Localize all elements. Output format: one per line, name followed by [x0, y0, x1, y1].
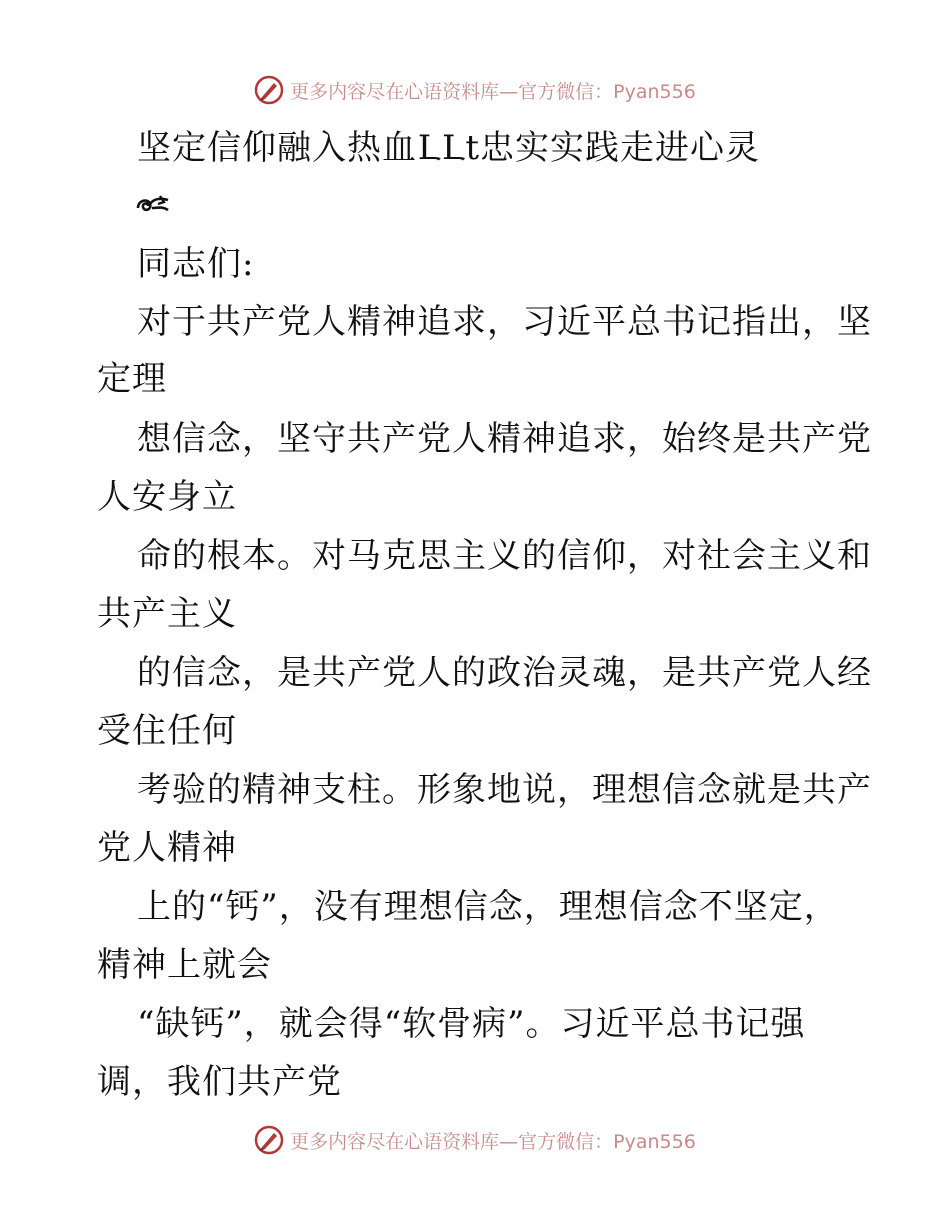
paragraph-line: 人安身立 [97, 477, 237, 517]
pen-logo-icon [254, 1125, 284, 1155]
paragraph-line: 考验的精神支柱。形象地说，理想信念就是共产 [137, 770, 872, 810]
paragraph-line: 对于共产党人精神追求，习近平总书记指出，坚 [137, 302, 872, 342]
watermark-text: 更多内容尽在心语资料库—官方微信：Pyan556 [290, 1130, 696, 1153]
pen-logo-icon [254, 75, 284, 105]
watermark-text: 更多内容尽在心语资料库—官方微信：Pyan556 [290, 80, 696, 103]
paragraph-line: 党人精神 [97, 828, 237, 868]
document-title: 坚定信仰融入热血ԼԼt忠实实践走进心灵 [137, 128, 761, 168]
salutation: 同志们: [137, 244, 255, 284]
header-watermark [0, 72, 950, 108]
paragraph-line: 想信念，坚守共产党人精神追求，始终是共产党 [137, 419, 872, 459]
paragraph-line: 定理 [97, 359, 167, 399]
paragraph-line: “缺钙”，就会得“软骨病”。习近平总书记强 [137, 1004, 806, 1044]
paragraph-line: 命的根本。对马克思主义的信仰，对社会主义和 [137, 536, 872, 576]
scroll-ornament-icon [134, 190, 172, 218]
paragraph-line: 精神上就会 [97, 945, 272, 985]
paragraph-line: 共产主义 [97, 594, 237, 634]
paragraph-line: 调，我们共产党 [97, 1062, 342, 1102]
paragraph-line: 受住任何 [97, 711, 237, 751]
paragraph-line: 上的“钙”，没有理想信念，理想信念不坚定， [137, 887, 839, 927]
paragraph-line: 的信念，是共产党人的政治灵魂，是共产党人经 [137, 653, 872, 693]
footer-watermark [0, 1122, 950, 1158]
